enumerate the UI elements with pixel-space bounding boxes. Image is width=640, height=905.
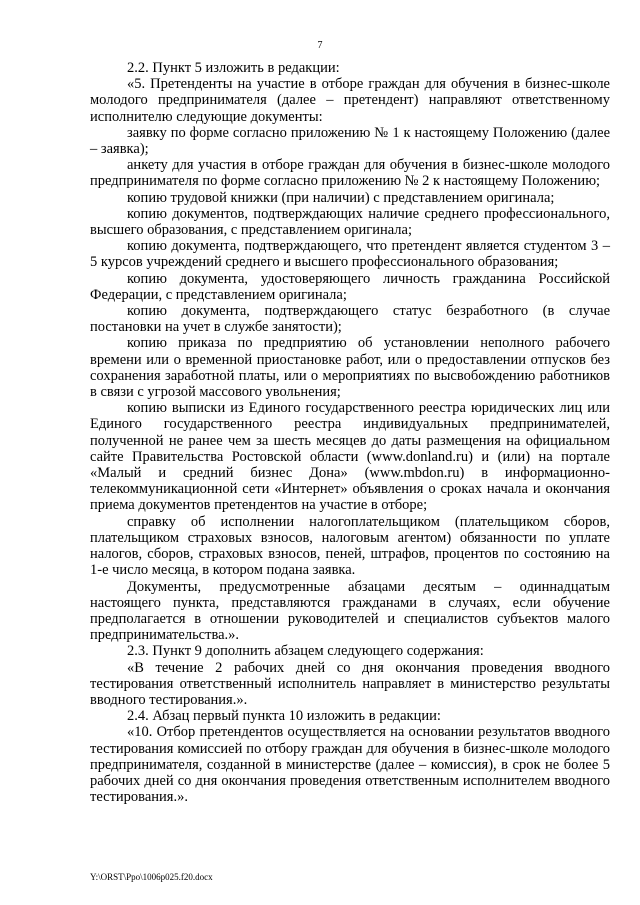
paragraph: «5. Претенденты на участие в отборе граждан для обучения в бизнес-школе молодого предпринимателя (далее – претендент) направляют ответственному исполнителю следующие документы: bbox=[90, 76, 610, 125]
paragraph: копию выписки из Единого государственного реестра юридических лиц или Единого государственного реестра индивидуальных предпринимателей, полученной не ранее чем за шесть месяцев до даты размещения на официальном сайте Правительства Ростовской области (www.donland.ru) и (или) на портале «Малый и средний бизнес Дона» (www.mbdon.ru) в информационно-телекоммуникационной сети «Интернет» объявления о сроках начала и окончания приема документов претендентов на участие в отборе; bbox=[90, 400, 610, 514]
page-number: 7 bbox=[317, 40, 323, 51]
paragraph: «В течение 2 рабочих дней со дня окончания проведения вводного тестирования ответственный исполнитель направляет в министерство результаты вводного тестирования.». bbox=[90, 659, 610, 708]
paragraph: 2.4. Абзац первый пункта 10 изложить в редакции: bbox=[127, 708, 441, 725]
paragraph: «10. Отбор претендентов осуществляется на основании результатов вводного тестирования комиссией по отбору граждан для обучения в бизнес-школе молодого предпринимателя, созданной в министерстве (далее – комиссия), в срок не более 5 рабочих дней со дня окончания проведения ответственным исполнителем вводного тестирования.». bbox=[90, 724, 610, 806]
file-path-footer: Y:\ORST\Ppo\1006p025.f20.docx bbox=[90, 872, 213, 882]
document-body bbox=[90, 60, 610, 805]
paragraph: копию приказа по предприятию об установлении неполного рабочего времени или о временной приостановке работ, или о предоставлении отпусков без сохранения заработной платы, или о мероприятиях по высвобождению работников в связи с угрозой массового увольнения; bbox=[90, 335, 610, 401]
paragraph: копию документа, подтверждающего статус безработного (в случае постановки на учет в службе занятости); bbox=[90, 303, 610, 336]
paragraph: копию трудовой книжки (при наличии) с представлением оригинала; bbox=[127, 189, 555, 206]
paragraph: справку об исполнении налогоплательщиком (плательщиком сборов, плательщиком страховых взносов, налоговым агентом) обязанности по уплате налогов, сборов, страховых взносов, пеней, штрафов, процентов по состоянию на 1-е число месяца, в котором подана заявка. bbox=[90, 513, 610, 579]
paragraph: 2.2. Пункт 5 изложить в редакции: bbox=[127, 60, 340, 76]
paragraph: копию документов, подтверждающих наличие среднего профессионального, высшего образования, с представлением оригинала; bbox=[90, 205, 610, 239]
paragraph: заявку по форме согласно приложению № 1 к настоящему Положению (далее – заявка); bbox=[90, 124, 610, 158]
paragraph: копию документа, удостоверяющего личность гражданина Российской Федерации, с представлением оригинала; bbox=[90, 270, 610, 303]
paragraph: Документы, предусмотренные абзацами десятым – одиннадцатым настоящего пункта, представляются гражданами в случаях, если обучение предполагается в отношении руководителей и специалистов субъектов малого предпринимательства.». bbox=[90, 578, 610, 644]
paragraph: 2.3. Пункт 9 дополнить абзацем следующего содержания: bbox=[127, 643, 484, 660]
paragraph: копию документа, подтверждающего, что претендент является студентом 3 – 5 курсов учреждений среднего и высшего профессионального образования; bbox=[90, 238, 610, 271]
paragraph: анкету для участия в отборе граждан для обучения в бизнес-школе молодого предпринимателя по форме согласно приложению № 2 к настоящему Положению; bbox=[90, 157, 610, 190]
